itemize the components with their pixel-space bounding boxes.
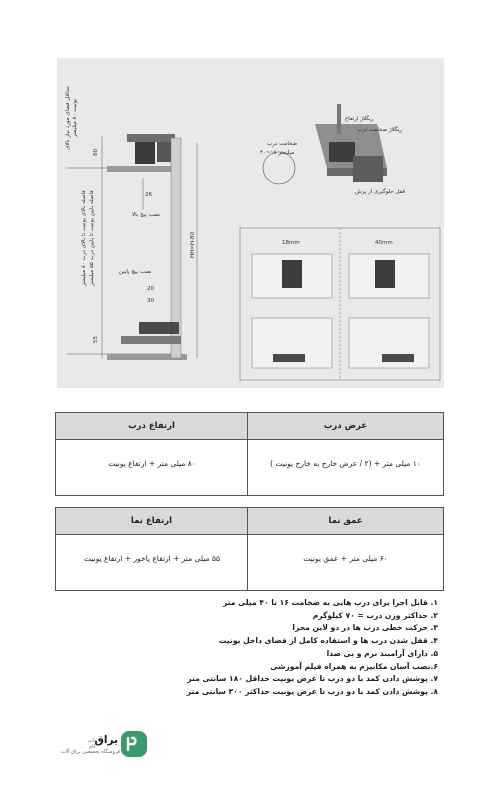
panel-label-18mm: 18mm — [282, 240, 300, 246]
label-top-gap: فاصله بالای یونیت تا بالای درب ۸۰ میلیمتر — [81, 190, 87, 286]
label-min-space-1: حداقل فضای مورد نیاز بالای — [65, 85, 71, 151]
note-item: ۱. قابل اجرا برای درب هایی به ضخامت ۱۶ تا ۴۰ میلی متر — [222, 598, 438, 607]
note-item: ۵. دارای آرامبند نرم و بی صدا — [326, 648, 438, 658]
brand-name: یراق — [94, 734, 118, 746]
note-item: ۳. حرکت خطی درب ها در دو لاین مجزا — [292, 623, 438, 633]
dim-55: 55 — [93, 336, 99, 343]
brand-suffix: دات کام — [87, 738, 96, 750]
note-item: ۷. پوشش دادن کمد با دو درب تا عرض یونیت حداقل ۱۸۰ سانتی متر — [187, 674, 438, 684]
feature-notes — [180, 597, 438, 699]
callout-door-thickness-1: ضخامت درب — [267, 141, 298, 147]
table1-val-right: ۱۰ میلی متر + (۲ / عرض خارج به خارج یونیت ) — [270, 459, 421, 468]
table1-divider — [247, 440, 248, 495]
label-bottom-gap: فاصله پایین یونیت تا پایین درب ۵۵ میلیمتر — [89, 190, 95, 286]
note-item: ۸. پوشش دادن کمد با دو درب تا عرض یونیت حداکثر ۳۰۰ سانتی متر — [186, 686, 438, 696]
brand-logo-icon — [120, 730, 148, 758]
table2-val-right: ۶۰ میلی متر + عمق یونیت — [303, 554, 388, 563]
callout-bottom-hinge: نصب پیچ پایین — [119, 269, 152, 275]
table1-head-right: عرض درب — [248, 413, 443, 440]
table2-head-right: عمق نما — [248, 508, 443, 535]
table2-divider — [247, 535, 248, 590]
table2-head-left: ارتفاع نما — [56, 508, 248, 535]
note-item: ۶.نصب آسان مکانیزم به همراه فیلم آموزشی — [270, 661, 438, 671]
note-item: ۲. حداکثر وزن درب = ۷۰ کیلوگرم — [312, 610, 438, 620]
panel-label-40mm: 40mm — [375, 240, 393, 246]
brand-tagline: فروشگاه تخصصی یراق آلات — [60, 749, 120, 755]
technical-drawing — [57, 58, 444, 388]
table1-head-left: ارتفاع درب — [56, 413, 248, 440]
callout-door-thickness-2: ۴۰~۱۸ میلیمتر — [260, 150, 295, 156]
dim-20: 20 — [147, 286, 154, 292]
table1-val-left: ۸۰ میلی متر + ارتفاع یونیت — [108, 459, 196, 468]
mechanism-diagram — [57, 58, 444, 388]
callout-door-rail: ریگلاژ ارتفاع — [345, 116, 374, 122]
door-dimensions-table — [55, 412, 444, 496]
label-min-space-2: یونیت ۸۰ میلیمتر — [72, 98, 78, 138]
dim-30: 30 — [147, 298, 154, 304]
callout-top-hinge: نصب پیچ بالا — [132, 212, 161, 218]
dim-26: 26 — [145, 192, 152, 198]
table2-val-left: ۵۵ میلی متر + ارتفاع پاخور + ارتفاع یونیت — [83, 554, 220, 563]
facade-dimensions-table — [55, 507, 444, 591]
callout-lock: قفل جلوگیری از پرش — [355, 189, 405, 195]
dim-80: 80 — [93, 149, 99, 156]
callout-door-adjust: ریگلاژ ضخامت درب — [357, 127, 403, 133]
dim-height: HH=H-80 — [190, 232, 196, 258]
note-item: ۴. قفل شدن درب ها و استفاده کامل از فضای داخل یونیت — [218, 636, 438, 646]
brand-logo[interactable] — [60, 729, 156, 759]
